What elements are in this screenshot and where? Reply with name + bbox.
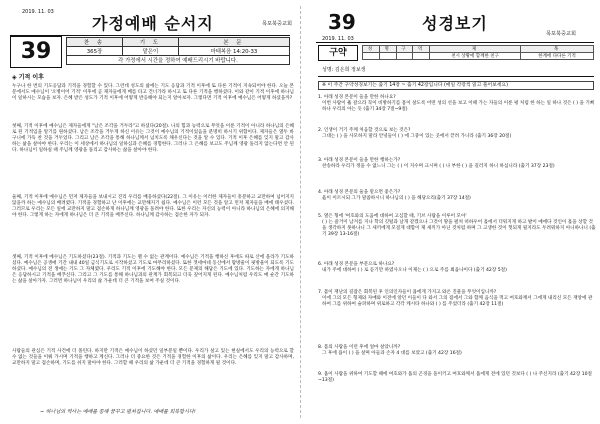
service-table	[66, 37, 290, 65]
question-answer: 이에 그의 모든 형제와 자매와 이전에 알던 이들이 다 와서 그의 집에서 그와 함께 음식을 먹고 여호와께서 그에게 내리신 모든 재앙에 관하여 그를 위하여 슬퍼하며 위로하고 각각 케시타 하나와 ( ) 를 주었더라 (출기 42장 11절)	[322, 296, 593, 308]
date: 2019. 11. 03	[322, 36, 354, 42]
question-answer: ( ) 는 즐거이 남겨를 지나 학의 깃털과 날개 같겠으나 그것이 땅을 펼쳐 떠하우어 흘에서 더워지게 하고 발이 예에다 것인이 흘을 상할 것을 생각하지 못하나니 그 새끼에게 모질게 대함이 제 새끼가 아닌 것처럼 하며 그 고생한 것이 헛되게 될지라도 두려워하지 아니하나니 (출기 39장 13-16절)	[322, 220, 596, 238]
question-8	[318, 345, 596, 357]
question-text: 3. 아래 성경 본문이 들을 만한 행하는가?	[318, 158, 401, 163]
right-page	[306, 0, 596, 424]
footer-note: ~ 하나님의 역사는 예배를 통해 꿈꾸고 펼쳐집니다. 예배를 회복합시다!	[40, 409, 196, 415]
question-answer: 내가 주에 대하여 ( ) 로 듣기만 하였사오나 이제는 ( ) 으로 주를 뵈옵나이다 (출기 42장 5절)	[322, 268, 507, 274]
header-rule	[316, 42, 594, 43]
meta-v	[379, 53, 396, 60]
reading-meta-table	[362, 45, 594, 60]
page-divider	[300, 6, 301, 418]
question-text: 8. 몸의 사람을 이런 후에 얼마 살았니까?	[318, 345, 401, 350]
meta-h: 구	[396, 46, 413, 53]
issue-number: 39	[10, 36, 62, 68]
point-one: 첫째, 기적 이후에 예수님은 제자들에게 "남은 조각을 거두라"고 하셨다(20절). 나의 힘과 능력으로 무엇을 이룬 기적이 아니라 하나님의 은혜로 된 기적임을 알기를 원하셨다. 남은 조각을 거두게 하신 이유는 그것이 예수님의 기적이었음을 분명히 하시기 위함이다. 제자들은 열두 바구니에 가득 찬 것을 거두었다. 그리고 남은 조각을 통해 하나님께서 넘치도록 채우신다는 것을 알 수 있다. 기적 이후 은혜를 잊지 말고 감사하는 삶을 살아야 한다. 우리는 이 세상에서 하나님의 일하심과 은혜를 경험한다. 그러나 그 은혜를 보고도 주님께 영광 돌리지 않는다면 안 된다. 하나님이 일하실 때 주님께 영광을 돌리고 감사하는 삶을 살아야 한다.	[12, 124, 294, 153]
meta-h: 성	[363, 46, 380, 53]
meta-v: 천시 상황에 함께한 친구	[430, 53, 521, 60]
question-text: 5. 열은 형에 '여호와의 도움에 대하여 고심할 때, 기브 사람을 이루어 모아'	[318, 214, 467, 219]
col-text: 본 문	[178, 38, 289, 47]
question-6	[318, 262, 596, 274]
question-9	[318, 372, 596, 384]
question-text: 7. 몸이 재난의 길잡은 회복된 후 인의인자들이 욥에게 가지고 와온 진물을 무엇이입니까?	[318, 290, 497, 295]
meta-h: 역	[413, 46, 430, 53]
question-answer: 이번 사람이 훌 갈으라 꼭이 비방하기를 흠이 살도록 어떤 성의 선을 보고 이때 가는 자들의 이룬 평 처럼 한 하는 일 하나 것은 ( ) 을 기뻐하나 우리의 아는 듯 (출기 34장 7절~9절)	[322, 101, 595, 113]
meta-h: 목	[521, 46, 594, 53]
question-text: 6. 아래 성경 본문을 부문으로 하나요?	[318, 262, 395, 267]
question-1	[318, 95, 596, 113]
meta-v: 한계에 다다른 기적	[521, 53, 594, 60]
text-value: 마태복음 14:20-33	[178, 47, 289, 56]
point-two: 둘째, 기적 이후에 예수님은 먼저 제자들을 보내시고 진리 우리를 배웅하셨다(22절). 그 이유는 이러한 제자들이 흥분하고 교만하여 넘어지지 않을까 하는 예수님의 배려였다. 기적을 경험하고 난 이후에는 교만해지기 쉽다. 예수님은 이런 모든 것을 알고 먼저 제자들을 배에 태우셨다. 그러므로 우리는 모든 일에 교만하지 말고 겸손하게 하나님께 영광을 돌려야 한다. 또한 우리는 자신의 능력이 아니라 하나님의 은혜에 의지해야 한다. 그렇게 하는 자에게 하나님은 더 큰 기적을 베푸신다. 하나님께 감사하는 겸손한 자가 되자.	[12, 195, 294, 218]
col-prayer: 기 도	[122, 38, 178, 47]
intro-paragraph: 누구나 한 번의 기도응답과 기적을 경험할 수 있다. 그런데 성도의 삶에는 기도 응답과 기적 이후에 또 다른 기적이 지속되어야 한다. 오늘 본문에서도 예수님이 '오병이어 기적' 이후에 곧 제자들에게 배를 타고 건너가라 하시고 또 다른 기적을 행하셨다. 이와 같이 기적 이후에 하나님이 일하시는 모습을 보자. 은혜 받은 성도가 기적 이후에 어떻게 반응해야 되는지 알아보자. 그렇다면 기적 이후에 예수님은 어떻게 하셨을까?	[12, 84, 294, 101]
meta-h: 명	[379, 46, 396, 53]
col-hymn: 찬 송	[67, 38, 123, 47]
service-note: 각 가정에서 시간을 정하여 예배드리시기 바랍니다.	[67, 56, 290, 65]
left-page	[0, 0, 294, 424]
question-5	[318, 214, 596, 238]
name-line: 성명: 김은희 정보생	[322, 67, 366, 73]
church-name: 목포북중교회	[262, 21, 293, 27]
meta-v	[413, 53, 430, 60]
testament-label: 구약	[318, 45, 358, 61]
instruction-box: ※ 이 주간 구약성경보기는 출기 14장 ~ 출기 42장입니다 (매일 각장씩 읽고 풀어보세요)	[318, 81, 594, 90]
church-name: 목포북중교회	[546, 31, 577, 37]
question-2	[318, 128, 596, 140]
page-title: 가정예배 순서지	[92, 14, 214, 33]
question-answer: 그대는 ( ) 을 사모하지 말라 안녕들이 ( ) 에 그중이 있는 곳에서 끝려 가니라 (출기 36장 20절)	[322, 134, 512, 140]
issue-number: 39	[328, 10, 356, 34]
meta-h: 제	[430, 46, 521, 53]
question-4	[318, 190, 596, 202]
question-3	[318, 158, 596, 170]
meta-v	[396, 53, 413, 60]
question-answer: 찬송하라 우리가 정을 수 없느니 그는 ( ) 이 지수며 크시며 ( ) 나 부한 ( ) 을 길러지 하니 하십니라 (출기 37장 23절)	[322, 164, 555, 170]
question-text: 4. 아래 성경 본문의 둘을 맡으면 좋은가?	[318, 190, 401, 195]
question-answer: 옳이 이르시되 그가 말씀하시니 하나님의 ( ) 을 해당으리(출기 37장 14절)	[322, 196, 471, 202]
hymn-value: 365장	[67, 47, 123, 56]
question-answer: 그 후에 욥이 ( ) 을 살며 아들과 손자 4 대를 보았고 (출기 42장 16절)	[322, 351, 462, 357]
prayer-value: 맡은이	[122, 47, 178, 56]
date: 2019. 11. 03	[22, 9, 54, 15]
conclusion: 사람들의 관심은 기적 사건에 더 몰린다. 하지만 기적은 예수님이 하셨던 일부분일 뿐이다. 우리가 살고 있는 현실에서도 우리의 능력으로 할 수 없는 것들을 이뤄 가시며 기적을 행하고 계신다. 그러나 더 중요한 것은 기적을 경험한 이후의 삶이다. 우리는 은혜를 잊지 말고 감사하며, 교만하지 말고 겸손하며, 기도를 쉬지 말아야 한다. 그러할 때 우리의 삶 가운데 더 큰 기적을 경험하게 될 것이다.	[12, 349, 294, 366]
sermon-title: ◈ 기적 이후	[12, 74, 44, 81]
section-rule	[318, 76, 594, 77]
page-title: 성경보기	[422, 14, 488, 33]
question-text: 9. 욥이 사람을 위하여 기도할 때에 여호와가 욥의 곤경을 돌이키고 여호와께서 욥에게 전에 있던 것보다 ( ) 나 주신지라 (출기 42장 10절~13절)	[318, 372, 592, 384]
meta-v	[363, 53, 380, 60]
question-text: 1. 아래 성경 본문이 들을 만한 하나요?	[318, 95, 396, 100]
point-three: 셋째, 기적 이후에 예수님은 기도하셨다(23절). 기적과 기도는 뗄 수 없는 관계이다. 예수님은 기적을 행하신 후에도 따로 산에 올라가 기도하셨다. 예수님은 공생애 기간 내내 40일 금식기도로 시작하셨고 기도로 마무리하셨다. 또한 겟세마네 동산에서 땀방울이 핏방울이 되도록 기도하셨다. 예수님의 전 생애는 기도 그 자체였다. 우리도 기적 이후에 기도해야 한다. 모든 문제의 해답은 기도에 있다. 기도하는 자에게 하나님은 응답하시고 기적을 베푸신다. 그리고 그 기도를 통해 하나님과의 관계가 회복되고 더욱 깊어지게 된다. 예수님처럼 우리도 매 순간 기도하는 삶을 살아가자. 그러면 하나님이 우리의 삶 가운데 더 큰 기적을 보여 주실 것이다.	[12, 255, 294, 284]
question-text: 2. 인생이 거기 주께 처음할 것으로 보는 것은?	[318, 128, 411, 133]
question-7	[318, 290, 596, 308]
